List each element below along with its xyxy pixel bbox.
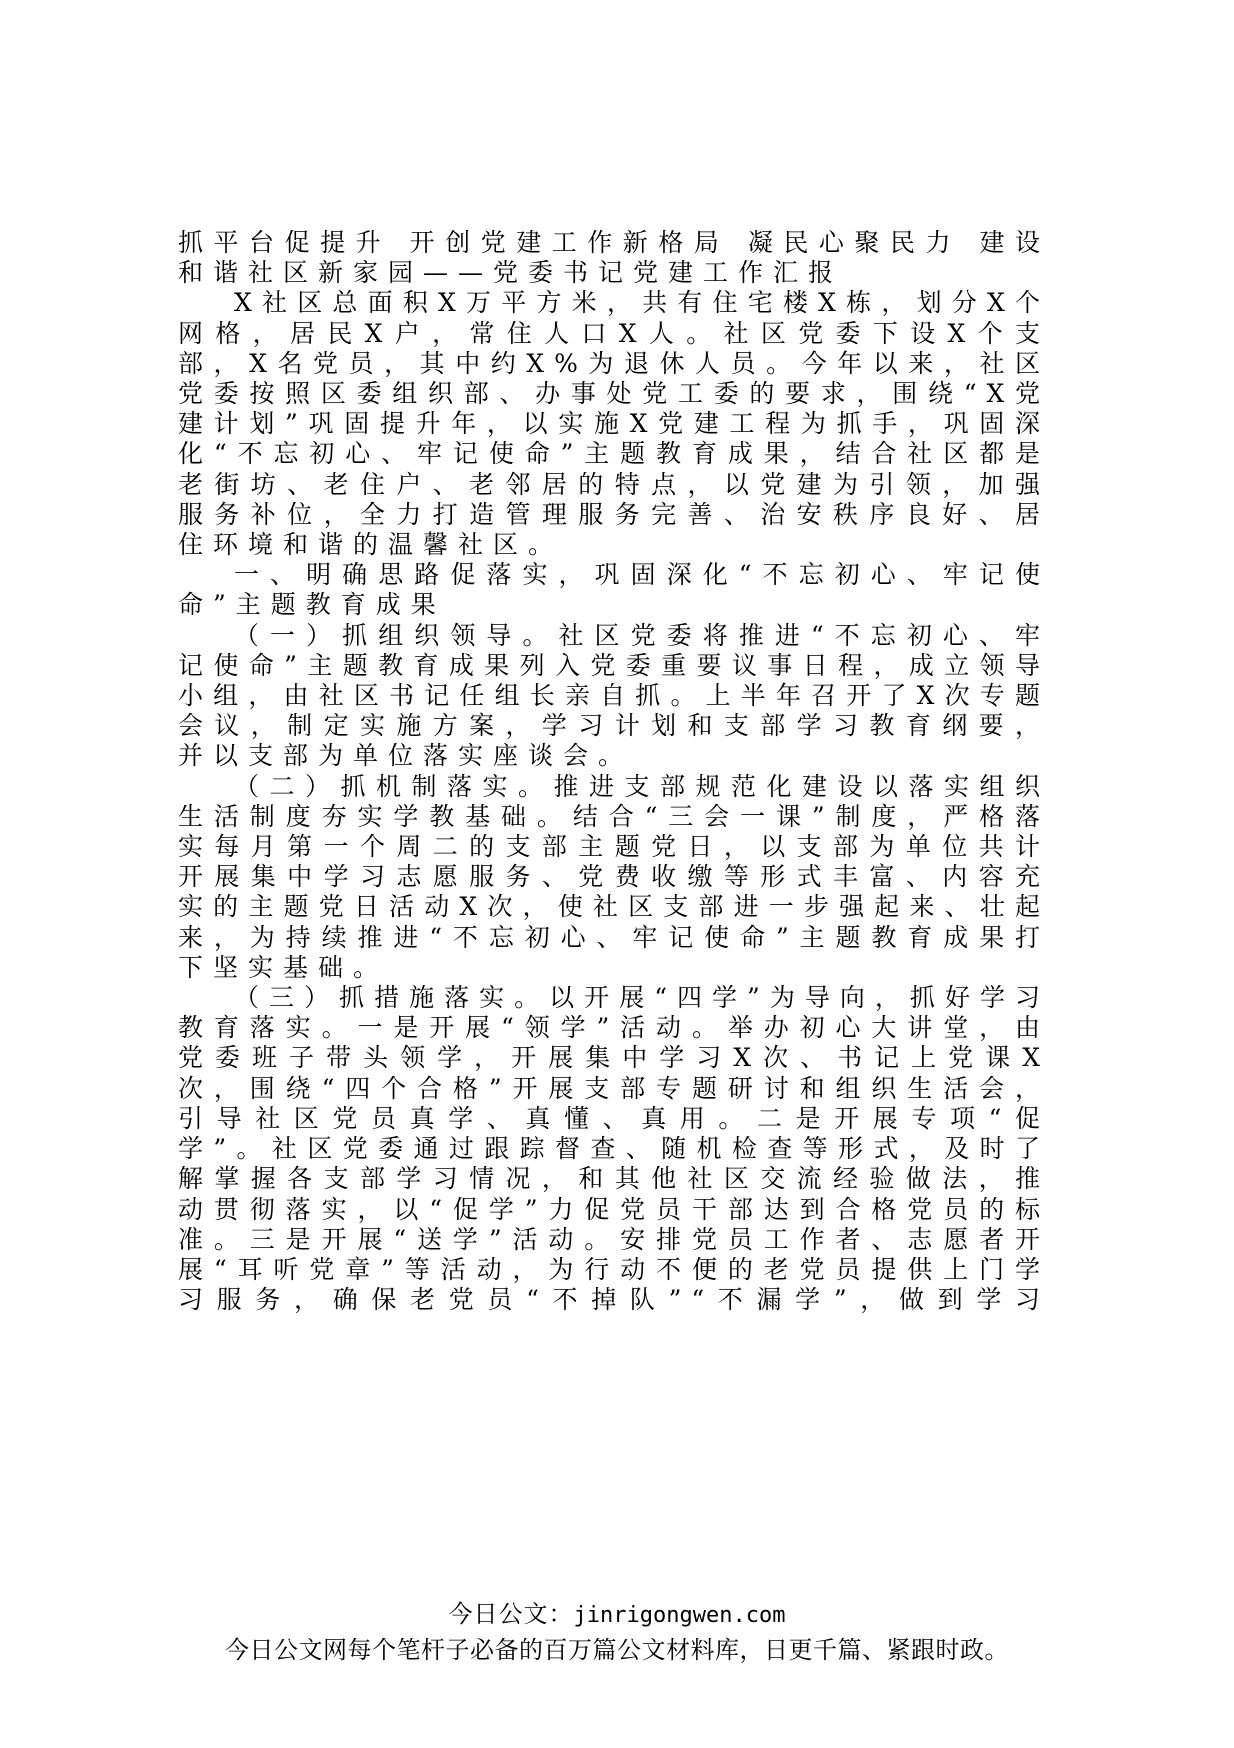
footer-site-link[interactable]: jinrigongwen.com bbox=[573, 1603, 786, 1628]
item-paragraph-1: （一）抓组织领导。社区党委将推进“不忘初心、牢记使命”主题教育成果列入党委重要议事日程，成立领导小组，由社区书记任组长亲自抓。上半年召开了X次专题会议，制定实施方案，学习计划和支部学习教育纲要，并以支部为单位落实座谈会。 bbox=[178, 620, 1050, 771]
section-heading: 一、明确思路促落实，巩固深化“不忘初心、牢记使命”主题教育成果 bbox=[178, 560, 1050, 620]
item-paragraph-3: （三）抓措施落实。以开展“四学”为导向，抓好学习教育落实。一是开展“领学”活动。举办初心大讲堂，由党委班子带头领学，开展集中学习X次、书记上党课X次，围绕“四个合格”开展支部专题研讨和组织生活会，引导社区党员真学、真懂、真用。二是开展专项“促学”。社区党委通过跟踪督查、随机检查等形式，及时了解掌握各支部学习情况，和其他社区交流经验做法，推动贯彻落实，以“促学”力促党员干部达到合格党员的标准。三是开展“送学”活动。安排党员工作者、志愿者开展“耳听党章”等活动，为行动不便的老党员提供上门学习服务，确保老党员“不掉队”“不漏学”，做到学习 bbox=[178, 983, 1050, 1315]
item-paragraph-2: （二）抓机制落实。推进支部规范化建设以落实组织生活制度夯实学教基础。结合“三会一课”制度，严格落实每月第一个周二的支部主题党日，以支部为单位共计开展集中学习志愿服务、党费收缴等形式丰富、内容充实的主题党日活动X次，使社区支部进一步强起来、壮起来，为持续推进“不忘初心、牢记使命”主题教育成果打下坚实基础。 bbox=[178, 771, 1050, 982]
document-title: 抓平台促提升 开创党建工作新格局 凝民心聚民力 建设和谐社区新家园——党委书记党建工作汇报 bbox=[178, 228, 1050, 288]
intro-paragraph: X社区总面积X万平方米，共有住宅楼X栋，划分X个网格，居民X户，常住人口X人。社区党委下设X个支部，X名党员，其中约X%为退休人员。今年以来，社区党委按照区委组织部、办事处党工委的要求，围绕“X党建计划”巩固提升年，以实施X党建工程为抓手，巩固深化“不忘初心、牢记使命”主题教育成果，结合社区都是老街坊、老住户、老邻居的特点，以党建为引领，加强服务补位，全力打造管理服务完善、治安秩序良好、居住环境和谐的温馨社区。 bbox=[178, 288, 1050, 560]
footer-brand bbox=[0, 1594, 1234, 1629]
footer-slogan: 今日公文网每个笔杆子必备的百万篇公文材料库，日更千篇、紧跟时政。 bbox=[225, 1636, 1009, 1664]
footer-brand-label: 今日公文： bbox=[448, 1600, 574, 1628]
document-body bbox=[178, 228, 1050, 1315]
